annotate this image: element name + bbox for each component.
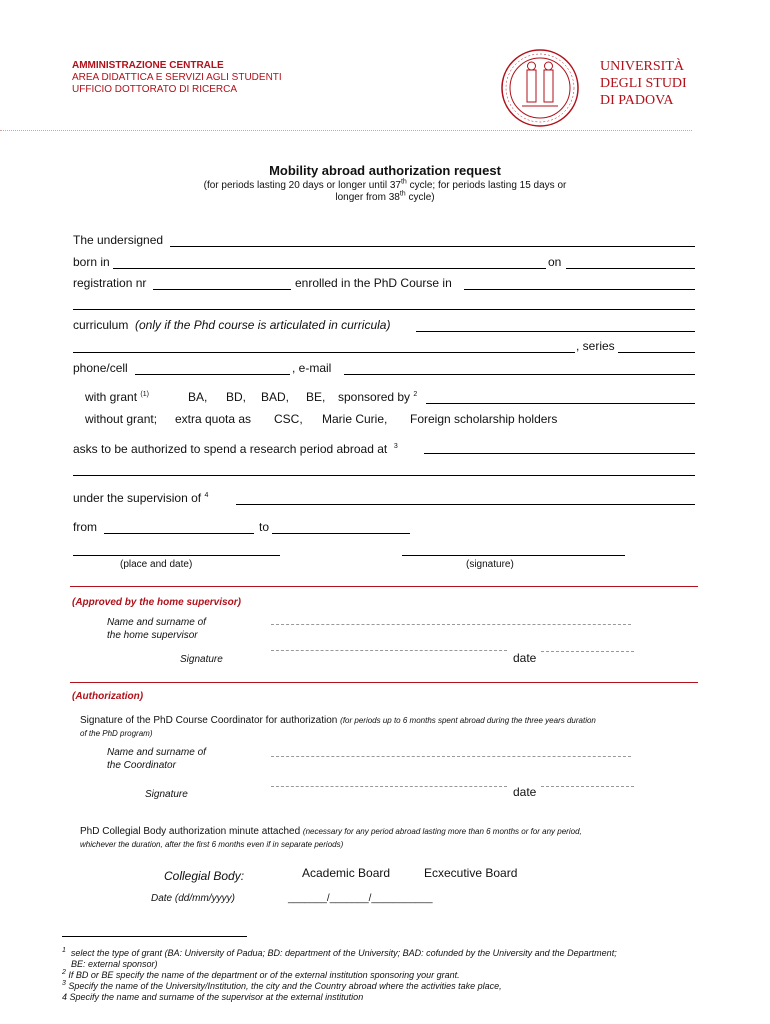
approval-heading: (Approved by the home supervisor) [72,597,241,608]
to-date-field[interactable] [272,521,410,534]
coordinator-date-label: date [513,785,537,799]
office-line-2: AREA DIDATTICA E SERVIZI AGLI STUDENTI [72,72,282,83]
university-line-2: DEGLI STUDI [600,76,687,91]
home-supervisor-signature-field[interactable] [271,650,507,651]
home-supervisor-date-label: date [513,651,537,665]
coordinator-name-field[interactable] [271,756,631,757]
destination-field-2[interactable] [73,463,695,476]
phone-field[interactable] [135,362,290,375]
footnote-divider [62,936,247,937]
with-grant-label[interactable]: with grant $^{(1)}$ [85,390,149,404]
collegial-statement: PhD Collegial Body authorization minute attached (necessary for any period abroad lasting more than 6 months or for any period, whichever the duration, after the first 6 months even if in separate periods) [80,826,582,849]
collegial-date-field[interactable]: _______/_______/___________ [288,893,433,904]
email-field[interactable] [344,362,695,375]
office-line-3: UFFICIO DOTTORATO DI RICERCA [72,84,238,95]
university-seal-icon [500,48,580,128]
phd-course-field-2[interactable] [73,297,695,310]
phd-course-field[interactable] [464,277,695,290]
without-grant-label[interactable]: without grant; [85,412,158,426]
page-subtitle: (for periods lasting 20 days or longer until 37th cycle; for periods lasting 15 days or longer from 38th cycle) [203,178,567,203]
curriculum-field-2[interactable] [73,340,575,353]
grant-option-ba[interactable]: BA, [188,390,208,404]
asks-label: asks to be authorized to spend a research period abroad at $^3$ [73,442,398,456]
curriculum-field[interactable] [416,319,695,332]
footnote-3: $^3$ Specify the name of the University/Institution, the city and the Country abroad where the activities take place, [62,980,502,991]
home-supervisor-name-field[interactable] [271,624,631,625]
place-date-caption: (place and date) [120,559,193,570]
coordinator-label: Name and surname of the Coordinator [107,747,206,771]
undersigned-label: The undersigned [73,233,164,247]
series-label: , series [576,339,615,353]
signature-caption: (signature) [466,559,514,570]
coordinator-signature-field[interactable] [271,786,507,787]
date-format-label: Date (dd/mm/yyyy) [151,893,235,904]
sponsored-by-label: sponsored by $^2$ [338,390,418,404]
signature-field[interactable] [402,543,625,556]
header-divider [0,130,692,131]
office-header [72,60,282,96]
quota-option-csc[interactable]: CSC, [274,412,303,426]
coordinator-date-field[interactable] [541,786,634,787]
born-in-field[interactable] [113,256,546,269]
office-line-1: AMMINISTRAZIONE CENTRALE [72,60,224,71]
collegial-body-label: Collegial Body: [164,869,245,883]
born-in-label: born in [73,255,110,269]
footnote-4: 4 Specify the name and surname of the supervisor at the external institution [62,992,364,1002]
grant-option-bd[interactable]: BD, [226,390,247,404]
registration-field[interactable] [153,277,291,290]
series-field[interactable] [618,340,695,353]
university-name [600,58,687,109]
coordinator-statement: Signature of the PhD Course Coordinator for authorization (for periods up to 6 months spent abroad during the three years duration of the PhD program) [80,715,596,738]
footnote-2: $^2$ If BD or BE specify the name of the department or of the external institution sponsoring your grant. [62,969,460,980]
grant-option-bad[interactable]: BAD, [261,390,290,404]
home-supervisor-signature-label: Signature [180,654,223,665]
phone-label: phone/cell [73,361,128,375]
academic-board-option[interactable]: Academic Board [302,866,391,880]
from-label: from [73,520,97,534]
home-supervisor-label: Name and surname of the home supervisor [107,617,206,641]
sponsor-field[interactable] [426,391,695,404]
undersigned-field[interactable] [170,234,695,247]
executive-board-option[interactable]: Ecxecutive Board [424,866,518,880]
on-label: on [548,255,562,269]
to-label: to [259,520,270,534]
place-date-field[interactable] [73,543,280,556]
supervisor-field[interactable] [236,492,695,505]
curriculum-note: (only if the Phd course is articulated in curricula) [135,318,391,332]
grant-option-be[interactable]: BE, [306,390,326,404]
university-line-1: UNIVERSITÀ [600,59,684,74]
footnote-1-continued: BE: external sponsor) [71,959,158,969]
supervision-label: under the supervision of $^4$ [73,491,209,505]
university-line-3: DI PADOVA [600,93,674,108]
authorization-heading: (Authorization) [72,691,144,702]
approval-divider [70,586,698,587]
home-supervisor-date-field[interactable] [541,651,634,652]
enrolled-label: enrolled in the PhD Course in [295,276,452,290]
birth-date-field[interactable] [566,256,695,269]
quota-option-foreign[interactable]: Foreign scholarship holders [410,412,558,426]
footnote-1: $^1$ select the type of grant (BA: University of Padua; BD: department of the University; BAD: cofunded by the University and the Department; [62,947,617,958]
coordinator-signature-label: Signature [145,789,188,800]
email-label: , e-mail [292,361,332,375]
destination-field[interactable] [424,441,695,454]
curriculum-label: curriculum (only if the Phd course is articulated in curricula) [73,318,391,332]
authorization-divider [70,682,698,683]
registration-label: registration nr [73,276,147,290]
page-title: Mobility abroad authorization request [269,163,501,178]
quota-option-marie-curie[interactable]: Marie Curie, [322,412,388,426]
footnotes [62,948,722,1003]
extra-quota-label: extra quota as [175,412,252,426]
from-date-field[interactable] [104,521,254,534]
